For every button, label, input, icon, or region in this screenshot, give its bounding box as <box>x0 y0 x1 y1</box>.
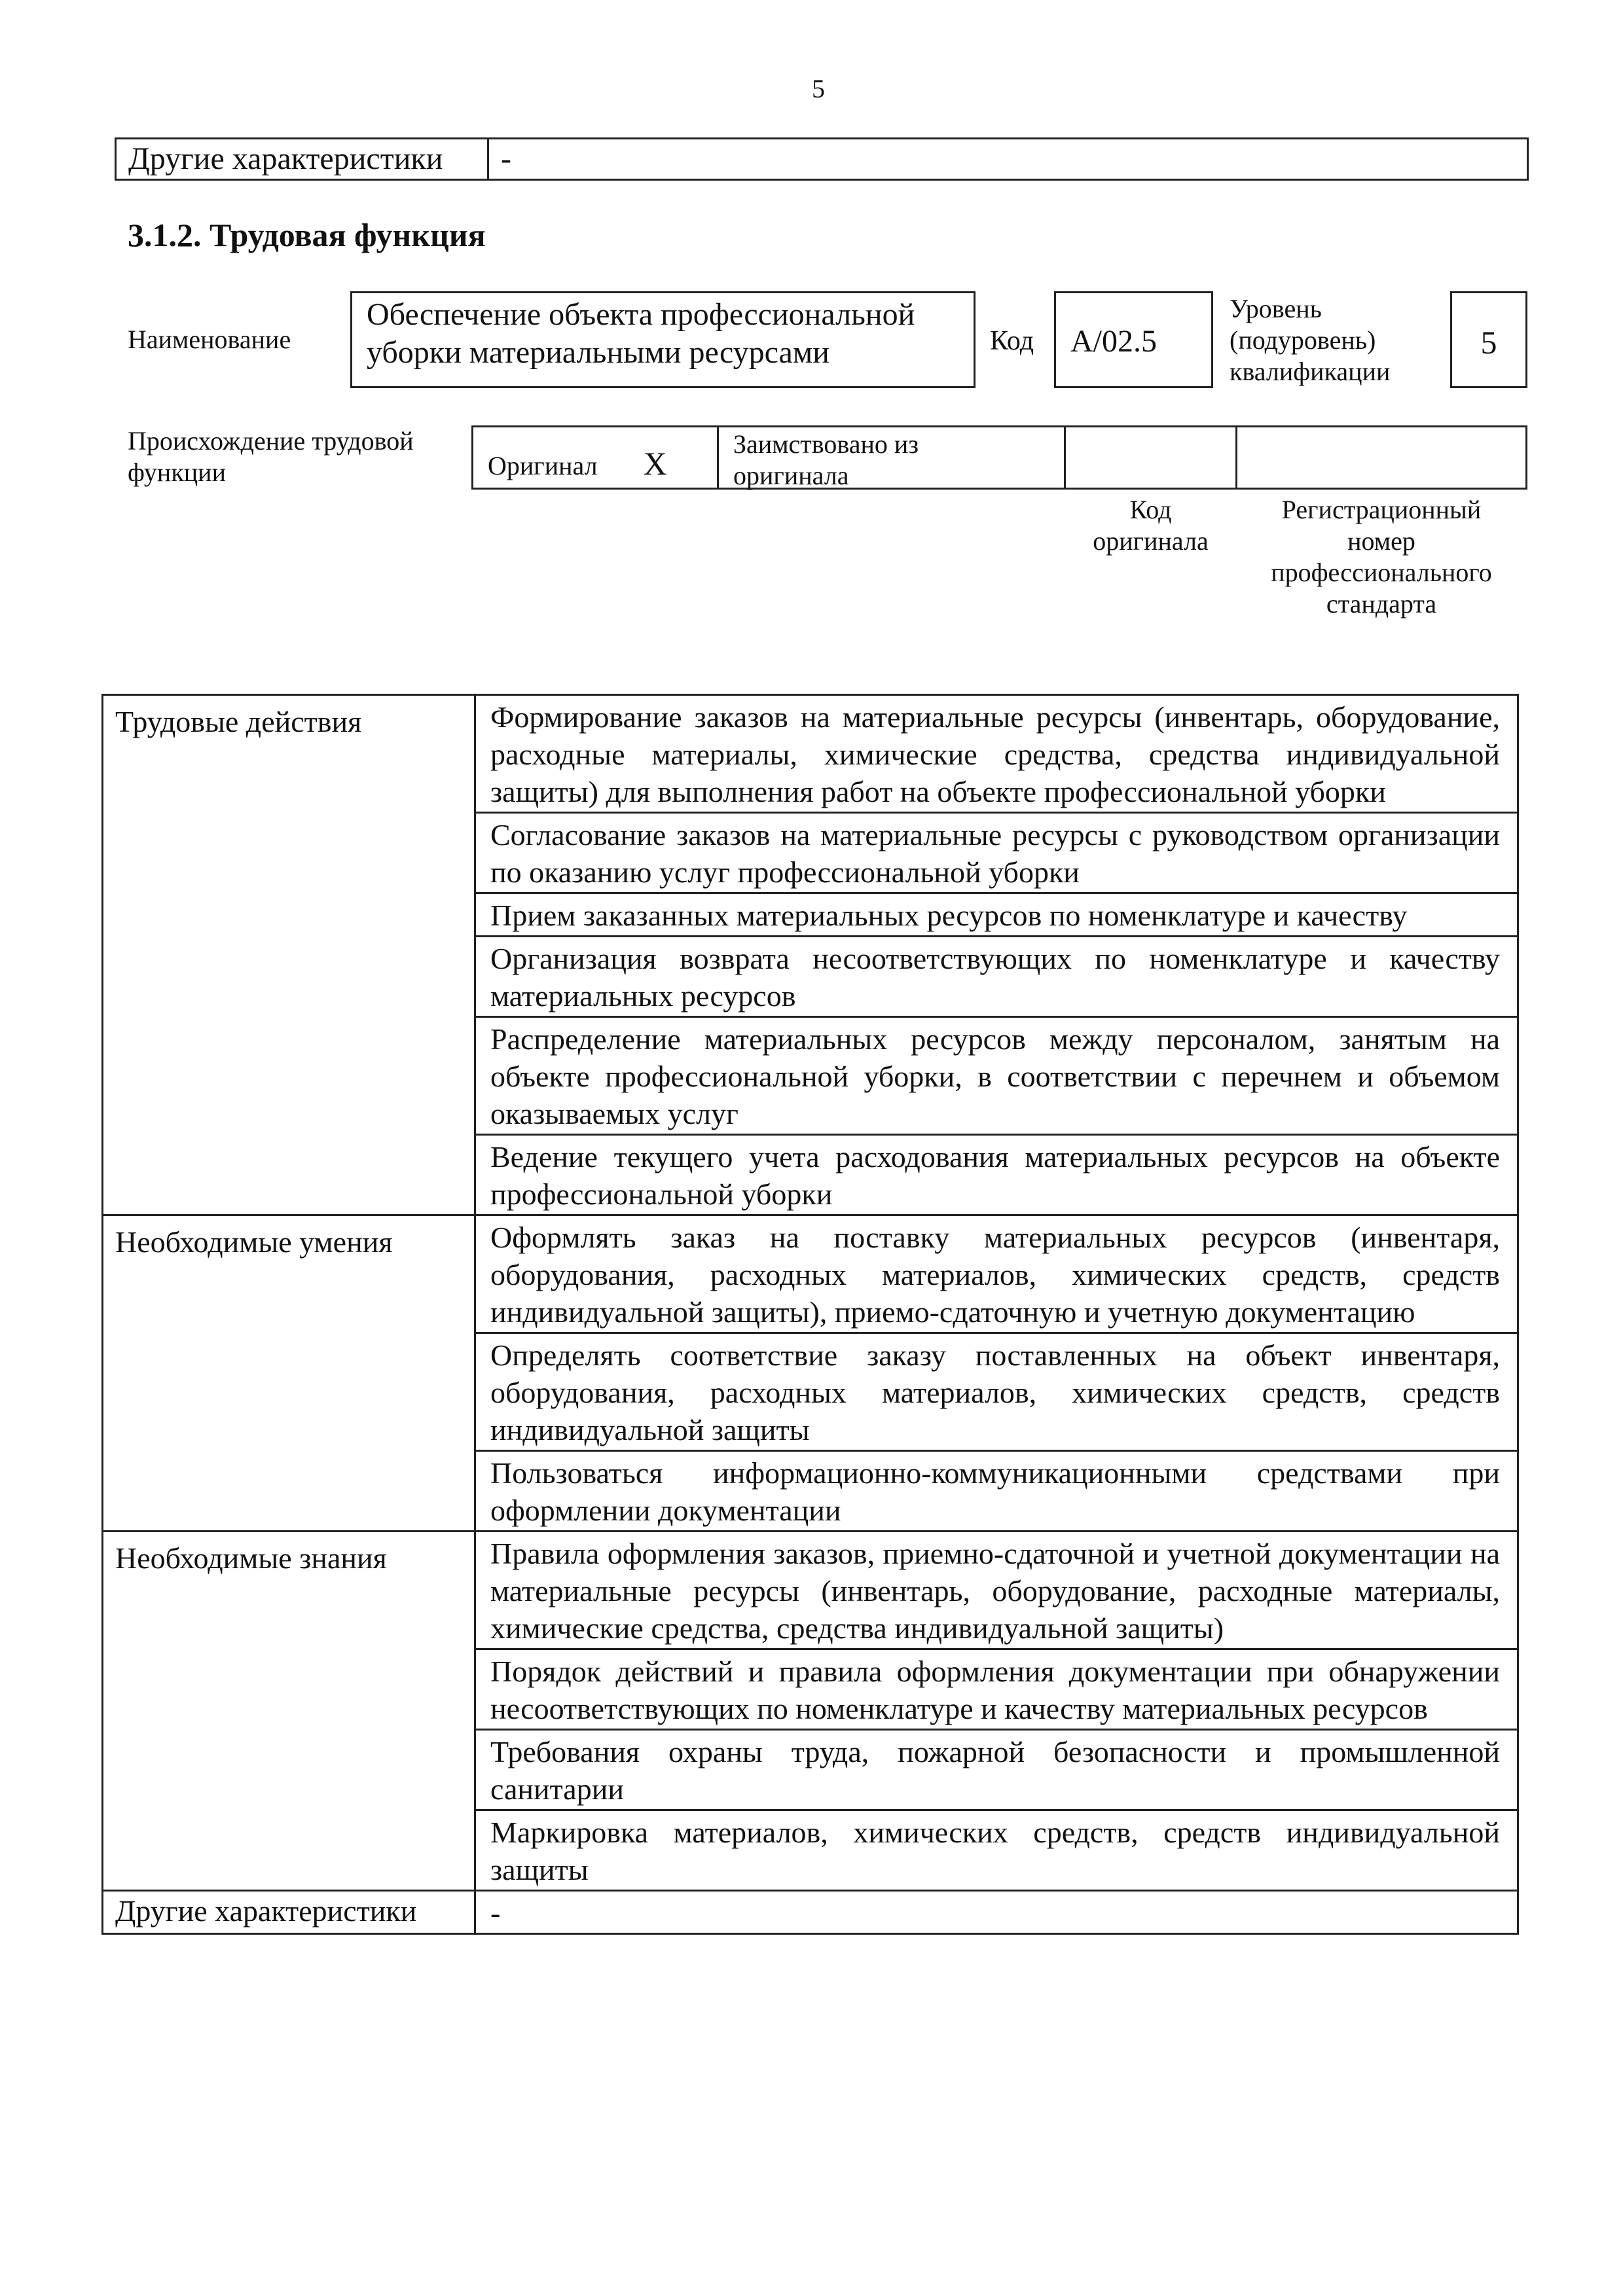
reg-caption-line3: профессионального <box>1271 558 1492 587</box>
origin-original-cell <box>471 425 719 490</box>
page-number: 5 <box>812 74 825 103</box>
reg-number-caption <box>1235 494 1527 620</box>
origin-label-line1: Происхождение трудовой <box>128 426 414 456</box>
table-cell: Требования охраны труда, пожарной безопасности и промышленной санитарии <box>475 1730 1518 1810</box>
level-label <box>1230 293 1390 387</box>
table-cell: Ведение текущего учета расходования материальных ресурсов на объекте профессиональной уборки <box>475 1135 1518 1215</box>
level-label-line1: Уровень <box>1230 294 1322 323</box>
group-label-knowledge: Необходимые знания <box>103 1532 475 1891</box>
top-characteristics-label: Другие характеристики <box>116 139 488 180</box>
table-row <box>103 1891 1518 1934</box>
table-cell: Пользоваться информационно-коммуникационными средствами при оформлении документации <box>475 1451 1518 1532</box>
origin-code-cell <box>1064 425 1237 490</box>
level-label-line3: квалификации <box>1230 357 1391 386</box>
table-cell: Формирование заказов на материальные ресурсы (инвентарь, оборудование, расходные материалы, химические средства, средства индивидуальной защиты) для выполнения работ на объекте профессиональной уборки <box>475 695 1518 813</box>
table-row <box>103 1532 1518 1649</box>
table-cell: Порядок действий и правила оформления документации при обнаружении несоответствующих по номенклатуре и качеству материальных ресурсов <box>475 1649 1518 1730</box>
table-cell: Правила оформления заказов, приемно-сдаточной и учетной документации на материальные ресурсы (инвентарь, оборудование, расходные материалы, химические средства, средства индивидуальной защиты) <box>475 1532 1518 1649</box>
code-value-box <box>1054 291 1213 388</box>
code-caption-line1: Код <box>1129 495 1172 524</box>
code-original-caption <box>1064 494 1237 557</box>
table-cell: Определять соответствие заказу поставленных на объект инвентаря, оборудования, расходных материалов, химических средств, средств индивидуальной защиты <box>475 1333 1518 1451</box>
name-value-line2: уборки материальными ресурсами <box>367 335 830 370</box>
level-value: 5 <box>1480 324 1497 361</box>
origin-reg-cell <box>1235 425 1527 490</box>
original-label: Оригинал <box>488 451 598 480</box>
reg-caption-line4: стандарта <box>1326 589 1437 619</box>
borrowed-line1: Заимствовано из <box>733 429 919 459</box>
reg-caption-line1: Регистрационный <box>1281 495 1482 524</box>
name-value-line1: Обеспечение объекта профессиональной <box>367 297 915 332</box>
code-label: Код <box>990 326 1034 356</box>
reg-caption-line2: номер <box>1347 526 1415 556</box>
labor-function-table <box>101 694 1519 1935</box>
table-cell: Маркировка материалов, химических средств, средств индивидуальной защиты <box>475 1810 1518 1891</box>
code-value: А/02.5 <box>1070 324 1157 359</box>
table-row <box>103 1215 1518 1333</box>
table-row <box>103 695 1518 813</box>
top-characteristics-table <box>115 137 1529 181</box>
top-characteristics-value: - <box>488 139 1528 180</box>
table-cell: Оформлять заказ на поставку материальных ресурсов (инвентаря, оборудования, расходных материалов, химических средств, средств индивидуальной защиты), приемо-сдаточную и учетную документацию <box>475 1215 1518 1333</box>
origin-label <box>128 425 414 488</box>
level-value-box <box>1450 291 1527 388</box>
origin-label-line2: функции <box>128 457 226 487</box>
name-value-box <box>350 291 976 388</box>
group-label-skills: Необходимые умения <box>103 1215 475 1532</box>
borrowed-line2: оригинала <box>733 461 849 490</box>
level-label-line2: (подуровень) <box>1230 325 1376 355</box>
code-caption-line2: оригинала <box>1093 526 1209 556</box>
origin-borrowed-cell <box>717 425 1066 490</box>
section-title: 3.1.2. Трудовая функция <box>128 217 486 253</box>
table-cell: Организация возврата несоответствующих по номенклатуре и качеству материальных ресурсов <box>475 937 1518 1017</box>
original-mark: X <box>643 445 667 482</box>
table-cell: Распределение материальных ресурсов между персоналом, занятым на объекте профессиональной уборки, в соответствии с перечнем и объемом оказываемых услуг <box>475 1017 1518 1135</box>
bottom-characteristics-label: Другие характеристики <box>103 1891 475 1934</box>
group-label-actions: Трудовые действия <box>103 695 475 1215</box>
name-label: Наименование <box>128 325 291 354</box>
table-cell: Согласование заказов на материальные ресурсы с руководством организации по оказанию услуг профессиональной уборки <box>475 813 1518 893</box>
table-cell: Прием заказанных материальных ресурсов по номенклатуре и качеству <box>475 893 1518 937</box>
bottom-characteristics-value: - <box>475 1891 1518 1934</box>
